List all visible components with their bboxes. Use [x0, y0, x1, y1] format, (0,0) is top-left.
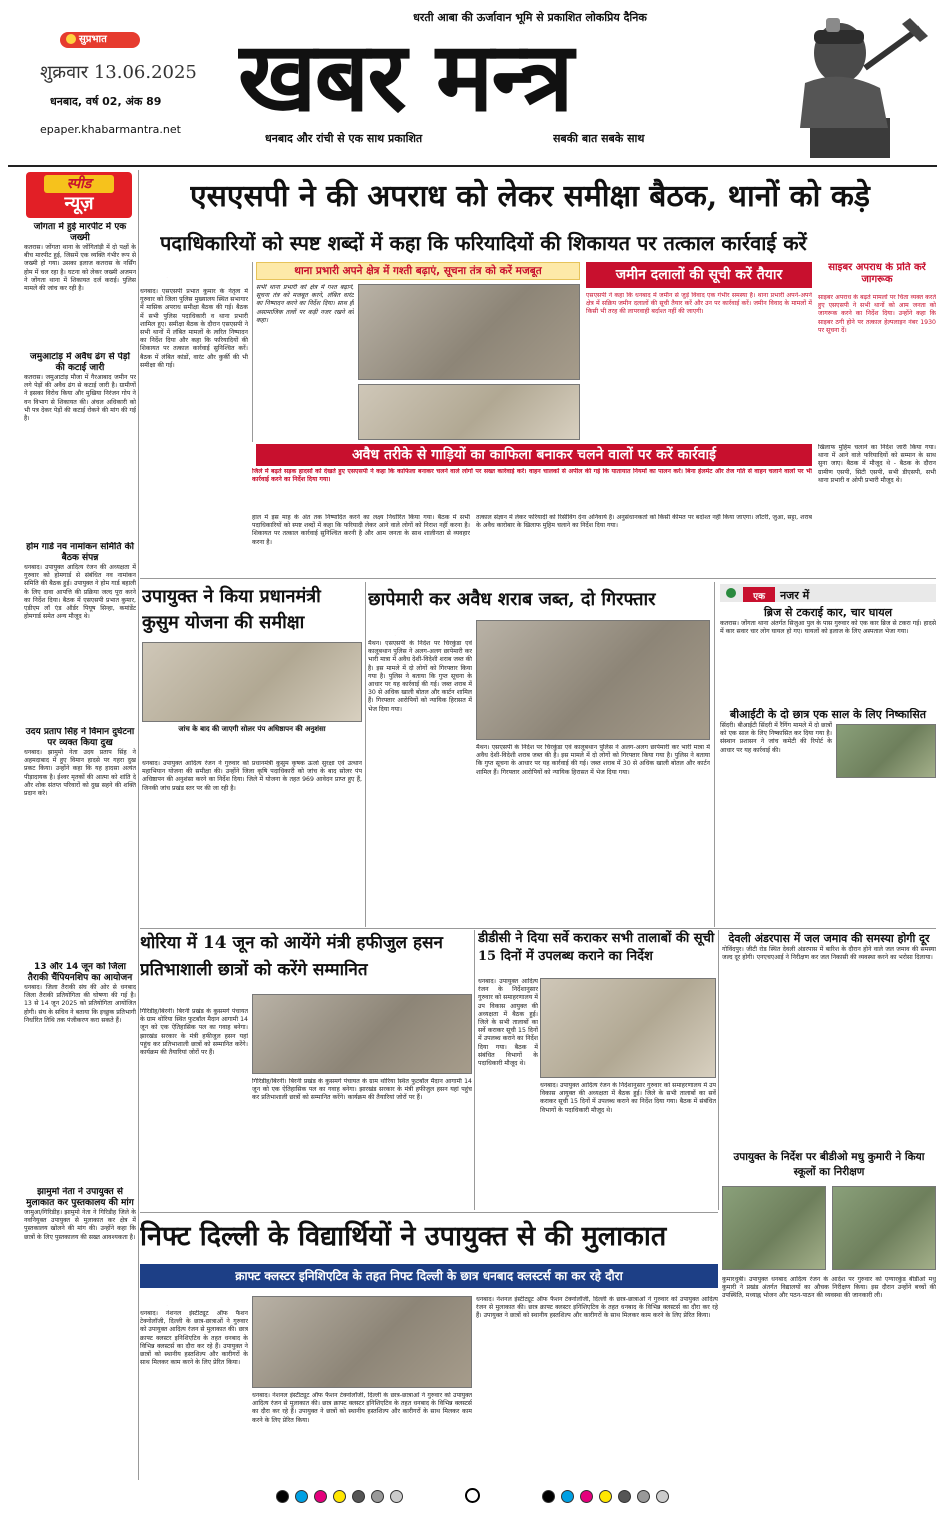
- nift-body: धनबाद। नेशनल इंस्टीट्यूट ऑफ फैशन टेक्नोलॉजी, दिल्ली के छात्र-छात्राओं ने गुरुवार को उपायुक्त आदित्य रंजन से मुलाकात की। छात्र क्राफ्ट क्लस्टर इनिशिएटिव के तहत धनबाद के विभिन्न क्लस्टर्स का दौरा कर रहे हैं। उपायुक्त ने छात्रों को स्थानीय हस्तशिल्प और कारीगरों के साथ मिलकर काम करने के लिए प्रेरित किया।: [140, 1310, 248, 1367]
- pm-kusum-headline: उपायुक्त ने किया प्रधानमंत्री कुसुम योजना की समीक्षा: [142, 586, 321, 633]
- sub1-body: सभी थाना प्रभारी को क्षेत्र में गश्त बढ़ाने, सूचना तंत्र को मजबूत करने, लंबित वारंट का निष्पादन करने का निर्देश दिया। साथ ही असामाजिक तत्वों पर कड़ी नजर रखने को कहा।: [256, 284, 354, 324]
- minister-body: गिरिडीह/बिरनी। बिरनी प्रखंड के कुसमर्ग पंचायत के ग्राम थोरिया स्थित फुटबॉल मैदान आगामी 14 जून को एक ऐतिहासिक पल का गवाह बनेगा। झारखंड सरकार के मंत्री हफीजुल हसन यहां पहुंच कर प्रतिभाशाली छात्रों को सम्मानित करेंगे। कार्यक्रम की तैयारियां जोरों पर हैं।: [140, 1008, 248, 1057]
- masthead-sub-left: धनबाद और रांची से एक साथ प्रकाशित: [265, 132, 423, 145]
- speed-news-item: होम गार्ड नव नामांकन समिति की बैठक संपन्न धनबाद। उपायुक्त आदित्य रंजन की अध्यक्षता में गुरुवार को होमगार्ड से संबंधित नव नामांकन समिति की बैठक हुई। उपायुक्त ने होम गार्ड बहाली के लिए दावा आपत्ति की प्रक्रिया जल्द पूरा करने का निर्देश दिया। बैठक में एसएसपी प्रभात कुमार, एडीएम लॉ एंड ऑर्डर पियूष सिन्हा, कमांडेंट होमगार्ड समेत अन्य मौजूद थे।: [24, 542, 136, 621]
- crosshair-icon: [465, 1488, 480, 1503]
- speed-news-item: जमुआटांड़ में अवैध ढंग से पेड़ों की कटाई जारी कतरास। जमुआटांड़ मौजा में गैरआबाद जमीन पर लगे पेड़ों की अवैध ढंग से कटाई जारी है। ग्रामीणों ने इसका विरोध किया और मुखिया निरंजन गोप ने वन विभाग से शिकायत की। अंचल अधिकारी को भी पत्र देकर पेड़ों की कटाई रोकने की मांग की गई है।: [24, 352, 136, 423]
- masthead-tagline: धरती आबा की ऊर्जावान भूमि से प्रकाशित लोकप्रिय दैनिक: [413, 11, 647, 24]
- raid-photo: [476, 620, 710, 740]
- pm-kusum-photo: [142, 642, 362, 722]
- nazar-label: एक नजर में: [720, 584, 936, 602]
- speed-news-item: 13 और 14 जून को जिला तैराकी चैंपियनशिप का आयोजन धनबाद। जिला तैराकी संघ की ओर से धनबाद जिला तैराकी प्रतियोगिता की घोषणा की गई है। 13 से 14 जून 2025 को प्रतियोगिता आयोजित होगी। संघ के सचिव ने बताया कि इच्छुक प्रतिभागी निर्धारित तिथि तक पंजीकरण करा सकते हैं।: [24, 962, 136, 1024]
- speed-news-list: [24, 222, 136, 1477]
- pm-kusum-body: धनबाद। उपायुक्त आदित्य रंजन ने गुरुवार को प्रधानमंत्री कुसुम कृषक ऊर्जा सुरक्षा एवं उत्थान महाभियान योजना की समीक्षा की। उन्होंने जिला कृषि पदाधिकारी को जांच के बाद सोलर पंप अधिष्ठापन की अनुशंसा करने का निर्देश दिया। जिले में योजना के तहत 969 आवेदन प्राप्त हुए हैं, जिनकी जांच प्रखंड स्तर पर की जा रही है।: [142, 760, 362, 792]
- meeting-photo: [358, 284, 580, 380]
- sub1-title: थाना प्रभारी अपने क्षेत्र में गश्ती बढ़ाएं, सूचना तंत्र को करें मजबूत: [256, 262, 580, 280]
- lead-cont-body: हाल में इस माह के अंत तक निष्पादित करने का लक्ष्य निर्धारित किया गया। बैठक में सभी पदाधिकारियों को स्पष्ट शब्दों में कहा कि फरियादी लेकर आने वाले लोगों को निराश नहीं करना है। शिकायत पर तत्काल कार्रवाई सुनिश्चित करनी है और आम जनता के साथ शालीनता से व्यवहार करना है।: [252, 514, 470, 546]
- lead-right-col: खिलाफ मुहिम चलाने का निर्देश जारी किया गया। थाना में आने वाले फरियादियों को सम्मान के साथ सुना जाए। बैठक में मौजूद थे - बैठक के दौरान ग्रामीण एसपी, सिटी एसपी, सभी डीएसपी, सभी थाना प्रभारी व ओपी प्रभारी मौजूद थे।: [818, 444, 936, 484]
- meeting-photo-2: [358, 384, 580, 440]
- sub4-body: जिले में बढ़ते सड़क हादसों को देखते हुए एसएसपी ने कहा कि काफिला बनाकर चलने वाले लोगों पर सख्त कार्रवाई करें। वाहन चालकों से अपील की गई कि यातायात नियमों का पालन करें। बिना हेलमेट और तेज गति से वाहन चलाने वालों पर भी कार्रवाई करने का निर्देश दिया गया।: [252, 468, 812, 484]
- masthead-title: खबर मन्त्र: [238, 22, 572, 132]
- sub3-title: साइबर अपराध के प्रति करें जागरूक: [828, 262, 926, 285]
- raid-reporter: [368, 626, 478, 636]
- pm-kusum-reporter: [142, 748, 262, 758]
- school-caption: उपायुक्त के निर्देश पर बीडीओ मधु कुमारी ने किया स्कूलों का निरीक्षण: [733, 1151, 925, 1178]
- ponds-body: धनबाद। उपायुक्त आदित्य रंजन के निर्देशानुसार गुरुवार को समाहरणालय में उप विकास आयुक्त की अध्यक्षता में बैठक हुई। जिले के सभी तालाबों का सर्वे कराकर सूची 15 दिनों में उपलब्ध कराने का निर्देश दिया गया। बैठक में संबंधित विभागों के पदाधिकारी मौजूद थे।: [478, 978, 538, 1068]
- date-line: शुक्रवार 13.06.2025: [40, 62, 197, 83]
- nift-photo: [252, 1296, 472, 1388]
- lead-deck: पदाधिकारियों को स्पष्ट शब्दों में कहा कि फरियादियों की शिकायत पर तत्काल कार्रवाई करें: [160, 231, 807, 255]
- minister-reporter: [140, 994, 250, 1004]
- nift-body-cont-2: धनबाद। नेशनल इंस्टीट्यूट ऑफ फैशन टेक्नोलॉजी, दिल्ली के छात्र-छात्राओं ने गुरुवार को उपायुक्त आदित्य रंजन से मुलाकात की। छात्र क्राफ्ट क्लस्टर इनिशिएटिव के तहत धनबाद के विभिन्न क्लस्टर्स का दौरा कर रहे हैं। उपायुक्त ने छात्रों को स्थानीय हस्तशिल्प और कारीगरों के साथ मिलकर काम करने के लिए प्रेरित किया।: [476, 1296, 718, 1320]
- nift-reporter: [140, 1296, 250, 1306]
- nift-deck: क्राफ्ट क्लस्टर इनिशिएटिव के तहत निफ्ट दिल्ली के छात्र धनबाद क्लस्टर्स का कर रहे दौरा: [140, 1264, 718, 1288]
- sub2-title: जमीन दलालों की सूची करें तैयार: [586, 262, 812, 288]
- nazar-item-3: देवली अंडरपास में जल जमाव की समस्या होगी दूर गोविंदपुर। जीटी रोड स्थित देवली अंडरपास में बारिश के दौरान होने वाले जल जमाव की समस्या जल्द दूर होगी। एनएचएआई ने निरीक्षण कर जल निकासी की व्यवस्था करने का भरोसा दिलाया।: [722, 932, 936, 962]
- nazar-item-2: बीआईटी के दो छात्र एक साल के लिए निष्कासित सिंदरी। बीआईटी सिंदरी में रैगिंग मामले में दो छात्रों को एक साल के लिए निष्कासित कर दिया गया है। संस्थान प्रशासन ने जांच कमेटी की रिपोर्ट के आधार पर यह कार्रवाई की।: [720, 708, 936, 928]
- ponds-photo: [540, 978, 716, 1078]
- sub3-body: साइबर अपराध के बढ़ते मामलों पर चिंता व्यक्त करते हुए एसएसपी ने सभी थानों को आम जनता को जागरूक करने का निर्देश दिया। उन्होंने कहा कि साइबर ठगी होने पर तत्काल हेल्पलाइन नंबर 1930 पर सूचना दें।: [818, 294, 936, 334]
- miner-statue-image: [770, 8, 930, 158]
- raid-body: मैथन। एसएसपी के निर्देश पर चिरकुंडा एवं कालूबथान पुलिस ने अलग-अलग छापेमारी कर भारी मात्रा में अवैध देशी-विदेशी शराब जब्त की है। इस मामले में दो लोगों को गिरफ्तार किया गया है। पुलिस ने बताया कि गुप्त सूचना के आधार पर यह कार्रवाई की गई। जब्त शराब में 30 से अधिक खाली बोतल और कार्टन शामिल हैं। गिरफ्तार आरोपियों को न्यायिक हिरासत में भेज दिया गया।: [368, 640, 472, 713]
- lead-body: धनबाद। एसएसपी प्रभात कुमार के नेतृत्व में गुरुवार को जिला पुलिस मुख्यालय स्थित सभागार में मासिक अपराध समीक्षा बैठक की गई। बैठक में सभी पुलिस पदाधिकारी व थाना प्रभारी शामिल हुए। समीक्षा बैठक के दौरान एसएसपी ने सभी थानों में लंबित मामलों के त्वरित निष्पादन का निर्देश दिया और कहा कि फरियादियों की शिकायत पर तत्काल कार्रवाई सुनिश्चित करें। बैठक में लंबित कांडों, वारंट और कुर्की की भी समीक्षा की गई।: [140, 288, 248, 369]
- lead-cont2-body: तत्काल संज्ञान में लेकर फरियादी को रिसीविंग देना अनिवार्य है। अनुसंधानकर्ता को किसी कीमत पर बर्दाश्त नहीं किया जाएगा। लॉटरी, जुआ, सट्टा, शराब के अवैध कारोबार के खिलाफ मुहिम चलाने का निर्देश दिया गया।: [476, 514, 812, 530]
- lead-reporter: [140, 268, 252, 278]
- ponds-headline: डीडीसी ने दिया सर्वे कराकर सभी तालाबों की सूची 15 दिनों में उपलब्ध कराने का निर्देश: [478, 931, 715, 964]
- pm-kusum-caption: जांच के बाद की जाएगी सोलर पंप अधिष्ठापन की अनुशंसा: [178, 725, 326, 733]
- school-photo-1: [722, 1186, 826, 1270]
- speed-news-item: उदय प्रताप सिंह ने विमान दुर्घटना पर व्यक्त किया दुख धनबाद। झामुमो नेता उदय प्रताप सिंह ने अहमदाबाद में हुए विमान हादसे पर गहरा दुख प्रकट किया। उन्होंने कहा कि यह हादसा अत्यंत पीड़ादायक है। ईश्वर मृतकों की आत्मा को शांति दे और शोक संतप्त परिवारों को दुख सहने की शक्ति प्रदान करे।: [24, 727, 136, 798]
- nazar-item-1: ब्रिज से टकराई कार, चार घायल कतरास। जोंगता थाना अंतर्गत सिजुआ पुल के पास गुरुवार को एक कार ब्रिज से टकरा गई। हादसे में कार सवार चार लोग घायल हो गए। घायलों को इलाज के लिए अस्पताल भेजा गया।: [720, 606, 936, 636]
- nift-headline: निफ्ट दिल्ली के विद्यार्थियों ने उपायुक्त से की मुलाकात: [140, 1221, 667, 1252]
- school-body: कुमारधुबी। उपायुक्त धनबाद आदित्य रंजन के आदेश पर गुरुवार को एग्यारकुंड बीडीओ मधु कुमारी ने प्रखंड अंतर्गत विद्यालयों का औचक निरीक्षण किया। इस दौरान उन्होंने बच्चों की उपस्थिति, मध्याह्न भोजन और पठन-पाठन की व्यवस्था की जानकारी ली।: [722, 1276, 936, 1300]
- registration-marks: [20, 1488, 925, 1508]
- minister-headline: थोरिया में 14 जून को आयेंगे मंत्री हफीजुल हसन प्रतिभाशाली छात्रों को करेंगे सम्मानित: [140, 933, 443, 980]
- epaper-link[interactable]: epaper.khabarmantra.net: [40, 123, 181, 136]
- minister-body-cont: गिरिडीह/बिरनी। बिरनी प्रखंड के कुसमर्ग पंचायत के ग्राम थोरिया स्थित फुटबॉल मैदान आगामी 14 जून को एक ऐतिहासिक पल का गवाह बनेगा। झारखंड सरकार के मंत्री हफीजुल हसन यहां पहुंच कर प्रतिभाशाली छात्रों को सम्मानित करेंगे। कार्यक्रम की तैयारियां जोरों पर हैं।: [252, 1078, 472, 1102]
- speed-news-item: झामुमो नेता ने उपायुक्त से मुलाकात कर पुस्तकालय की मांग जामुआ/गिरिडीह। झामुमो नेता ने गिरिडीह जिले के नवनियुक्त उपायुक्त से मुलाकात कर क्षेत्र में पुस्तकालय खोलने की मांग की। उन्होंने कहा कि छात्रों के लिए पुस्तकालय की सख्त आवश्यकता है।: [24, 1187, 136, 1241]
- brand-badge: सुप्रभात: [60, 32, 140, 48]
- pin-icon: [726, 588, 736, 598]
- raid-body-cont: मैथन। एसएसपी के निर्देश पर चिरकुंडा एवं कालूबथान पुलिस ने अलग-अलग छापेमारी कर भारी मात्रा में अवैध देशी-विदेशी शराब जब्त की है। इस मामले में दो लोगों को गिरफ्तार किया गया है। पुलिस ने बताया कि गुप्त सूचना के आधार पर यह कार्रवाई की गई। जब्त शराब में 30 से अधिक खाली बोतल और कार्टन शामिल हैं। गिरफ्तार आरोपियों को न्यायिक हिरासत में भेज दिया गया।: [476, 744, 710, 776]
- bit-photo: [836, 724, 936, 778]
- raid-headline: छापेमारी कर अवैध शराब जब्त, दो गिरफ्तार: [368, 589, 656, 610]
- minister-photo: [252, 994, 472, 1074]
- sun-icon: [66, 34, 76, 44]
- ponds-body-cont: धनबाद। उपायुक्त आदित्य रंजन के निर्देशानुसार गुरुवार को समाहरणालय में उप विकास आयुक्त की अध्यक्षता में बैठक हुई। जिले के सभी तालाबों का सर्वे कराकर सूची 15 दिनों में उपलब्ध कराने का निर्देश दिया गया। बैठक में संबंधित विभागों के पदाधिकारी मौजूद थे।: [540, 1082, 716, 1114]
- school-photo-2: [832, 1186, 936, 1270]
- speed-news-item: जोंगता में हुई मारपीट में एक जख्मी कतरास। जोंगता थाना के जोंगितांड़ी में दो पक्षों के बीच मारपीट हुई, जिसमें एक व्यक्ति गंभीर रूप से जख्मी हो गया। उसका इलाज कतरास के नर्सिंग होम में चल रहा है। घटना को लेकर जख्मी अजमन ने जोंगता थाना में शिकायत दर्ज कराई। पुलिस मामले की जांच कर रही है।: [24, 222, 136, 293]
- nift-body-cont: धनबाद। नेशनल इंस्टीट्यूट ऑफ फैशन टेक्नोलॉजी, दिल्ली के छात्र-छात्राओं ने गुरुवार को उपायुक्त आदित्य रंजन से मुलाकात की। छात्र क्राफ्ट क्लस्टर इनिशिएटिव के तहत धनबाद के विभिन्न क्लस्टर्स का दौरा कर रहे हैं। उपायुक्त ने छात्रों को स्थानीय हस्तशिल्प और कारीगरों के साथ मिलकर काम करने के लिए प्रेरित किया।: [252, 1392, 472, 1424]
- edition-line: धनबाद, वर्ष 02, अंक 89: [50, 95, 162, 108]
- sub4-title: अवैध तरीके से गाड़ियों का काफिला बनाकर चलने वालों पर करें कार्रवाई: [256, 444, 812, 466]
- speed-news-badge: स्पीड न्यूज़: [26, 172, 132, 218]
- masthead-sub-right: सबकी बात सबके साथ: [553, 132, 645, 145]
- sub2-body: एसएसपी ने कहा कि धनबाद में जमीन से जुड़े विवाद एक गंभीर समस्या है। थाना प्रभारी अपने-अपने क्षेत्र में सक्रिय जमीन दलालों की सूची तैयार करें और उन पर कार्रवाई करें। जमीन विवाद के मामलों में किसी भी तरह की लापरवाही बर्दाश्त नहीं की जाएगी।: [586, 292, 812, 316]
- lead-headline: एसएसपी ने की अपराध को लेकर समीक्षा बैठक, थानों को कड़े: [190, 179, 870, 214]
